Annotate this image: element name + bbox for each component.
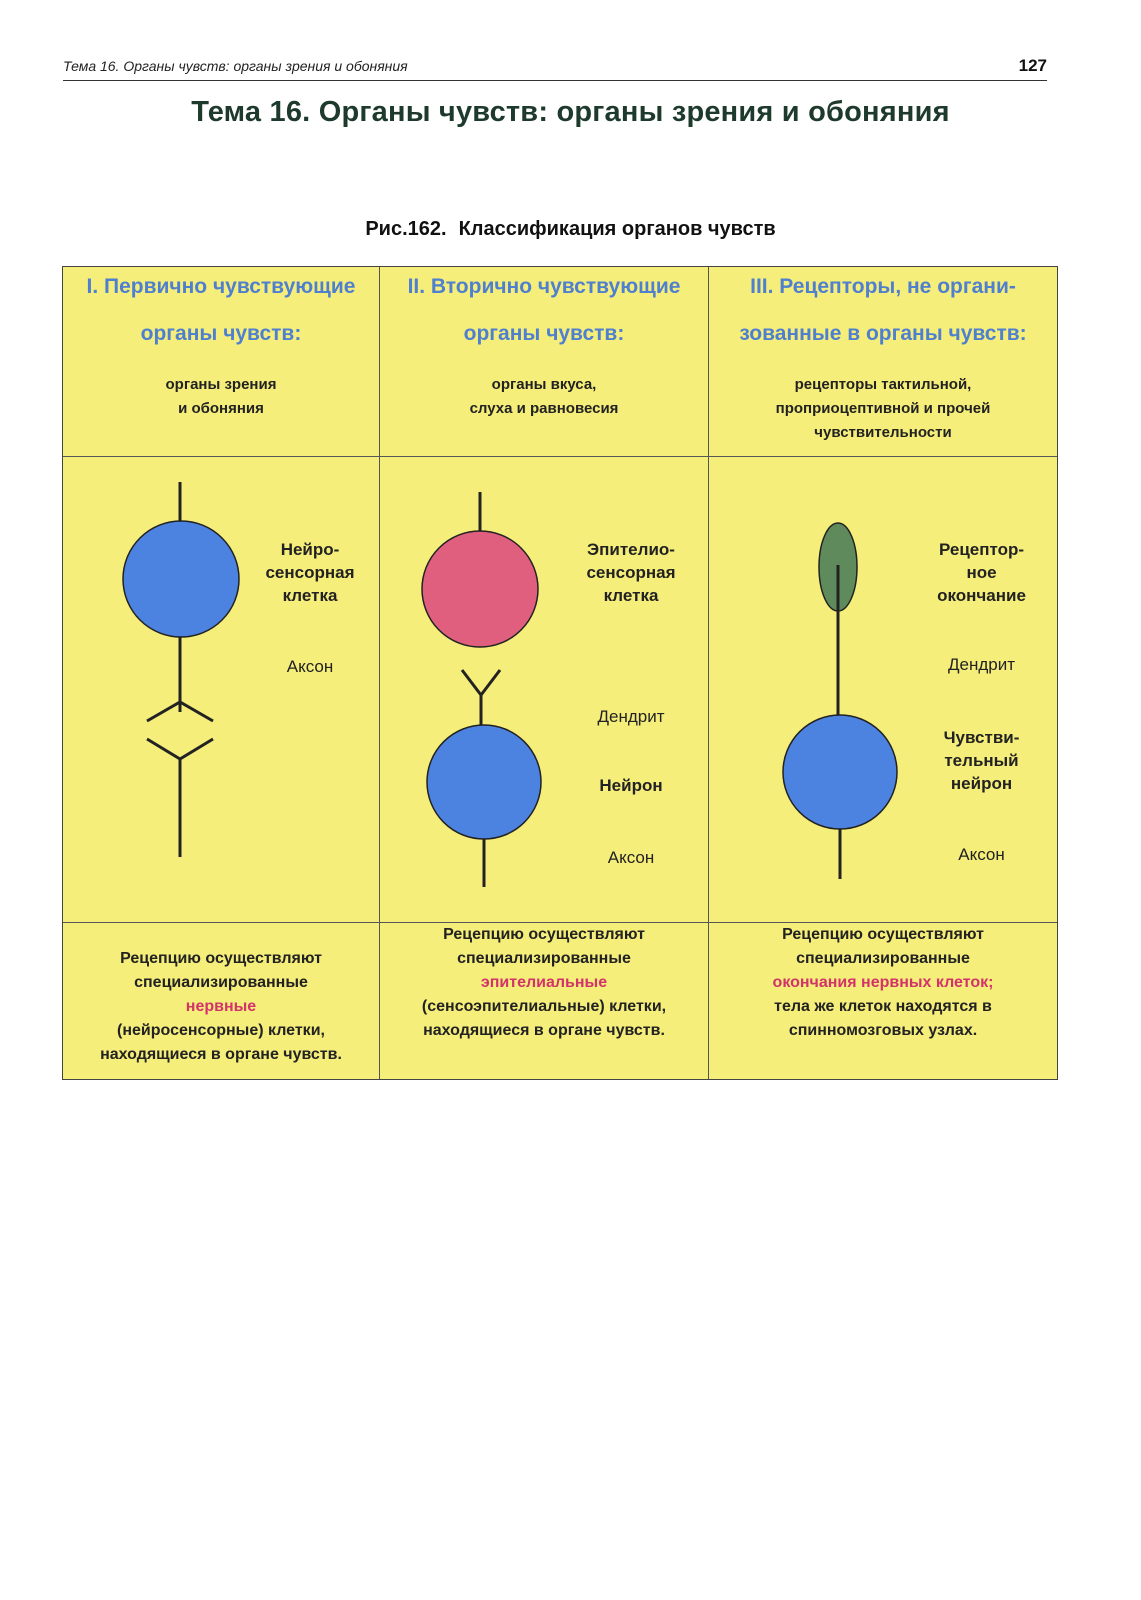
page-number: 127	[1018, 56, 1047, 75]
subtitle-line: чувствительности	[814, 424, 952, 441]
footer-line: Рецепцию осуществляют	[120, 950, 322, 967]
column-1-header	[63, 267, 379, 457]
column-3-subtitle	[709, 373, 1057, 445]
classification-table	[62, 266, 1058, 1080]
footer-highlight: окончания нервных клеток;	[772, 974, 994, 991]
column-2-heading-line1: II. Вторично чувствующие	[407, 275, 681, 298]
neurosensory-cell-body	[123, 521, 239, 637]
label-line: сенсорная	[265, 563, 355, 582]
subtitle-line: органы зрения	[165, 376, 277, 393]
footer-line: специализированные	[134, 974, 308, 991]
column-1-heading-line2: органы чувств:	[140, 322, 302, 345]
label-dendrite: Дендрит	[947, 655, 1015, 674]
column-2-header	[380, 267, 708, 457]
column-3-heading-line1: III. Рецепторы, не органи-	[750, 275, 1016, 298]
label-line: сенсорная	[586, 563, 676, 582]
column-1-subtitle	[63, 373, 379, 421]
column-2-subtitle	[380, 373, 708, 421]
label-line: Рецептор-	[938, 540, 1025, 559]
footer-line: специализированные	[796, 950, 970, 967]
column-3-footer	[709, 923, 1057, 1081]
label-neuron: Нейрон	[599, 776, 663, 795]
page-title: Тема 16. Органы чувств: органы зрения и обоняния	[191, 96, 950, 128]
synapse-lower-icon	[147, 739, 213, 759]
column-2-footer	[380, 923, 708, 1081]
column-1-footer	[63, 923, 379, 1081]
column-1-heading-line1: I. Первично чувствующие	[86, 275, 356, 298]
footer-line: находящиеся в органе чувств.	[100, 1046, 342, 1063]
subtitle-line: органы вкуса,	[491, 376, 597, 393]
sensory-neuron-body	[783, 715, 897, 829]
footer-highlight: нервные	[185, 998, 257, 1015]
column-3-header	[709, 267, 1057, 457]
label-sensory-neuron	[909, 726, 1054, 795]
label-line: клетка	[282, 586, 338, 605]
subtitle-line: проприоцептивной и прочей	[775, 400, 991, 417]
column-2-heading-line2: органы чувств:	[463, 322, 625, 345]
footer-line: Рецепцию осуществляют	[782, 926, 984, 943]
diagram-secondary-sensory	[380, 457, 708, 923]
footer-line: (нейросенсорные) клетки,	[117, 1022, 325, 1039]
subtitle-line: и обоняния	[178, 400, 264, 417]
epitheliosensory-cell-body	[422, 531, 538, 647]
label-line: Нейро-	[280, 540, 340, 559]
footer-line: Рецепцию осуществляют	[443, 926, 645, 943]
label-line: ное	[966, 563, 997, 582]
label-line: клетка	[603, 586, 659, 605]
column-3-heading-line2: зованные в органы чувств:	[739, 322, 1027, 345]
diagram-primary-svg	[63, 457, 379, 923]
footer-highlight: эпителиальные	[480, 974, 608, 991]
footer-line: спинномозговых узлах.	[788, 1022, 978, 1039]
subtitle-line: рецепторы тактильной,	[794, 376, 972, 393]
label-axon: Аксон	[286, 657, 334, 676]
diagram-unorganized-receptors	[709, 457, 1057, 923]
footer-line: тела же клеток находятся в	[774, 998, 992, 1015]
footer-line: специализированные	[457, 950, 631, 967]
label-line: Эпителио-	[587, 540, 675, 559]
label-epitheliosensory-cell	[556, 538, 706, 607]
label-axon: Аксон	[958, 845, 1005, 864]
neuron-body	[427, 725, 541, 839]
label-axon: Аксон	[607, 848, 655, 867]
footer-line: находящиеся в органе чувств.	[423, 1022, 665, 1039]
label-line: Чувстви-	[943, 728, 1020, 747]
dendrite-fork-icon	[462, 670, 500, 695]
label-dendrite: Дендрит	[597, 707, 665, 726]
figure-number: Рис.162.	[365, 218, 447, 240]
figure-caption-text: Классификация органов чувств	[458, 218, 776, 240]
label-line: нейрон	[950, 774, 1013, 793]
label-receptor-ending	[909, 538, 1054, 607]
running-head	[63, 58, 1047, 81]
subtitle-line: слуха и равновесия	[469, 400, 619, 417]
label-line: тельный	[944, 751, 1019, 770]
footer-line: (сенсоэпителиальные) клетки,	[421, 998, 667, 1015]
running-head-title: Тема 16. Органы чувств: органы зрения и обоняния	[63, 58, 408, 74]
label-neurosensory-cell	[245, 538, 375, 607]
diagram-primary-sensory	[63, 457, 379, 923]
label-line: окончание	[937, 586, 1026, 605]
figure-caption	[0, 218, 1141, 241]
